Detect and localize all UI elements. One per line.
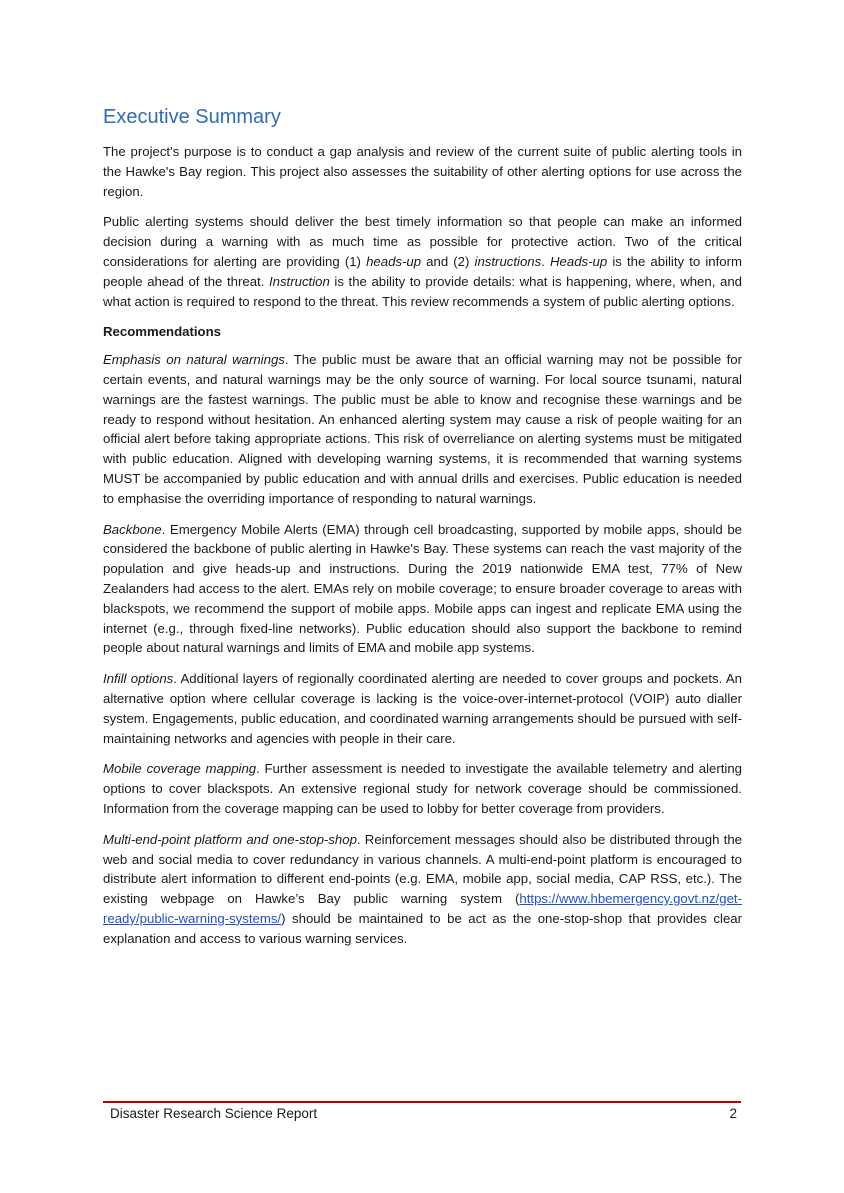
footer-title: Disaster Research Science Report — [110, 1106, 318, 1121]
p2-text-c: . — [541, 253, 551, 269]
recommendations-heading: Recommendations — [103, 324, 221, 340]
recommendation-text: ) should be maintained to be act as the one-stop-shop that provides clear explanation and access to various warning services. — [103, 910, 742, 946]
recommendation-paragraph — [103, 520, 742, 659]
page-number: 2 — [729, 1106, 737, 1121]
recommendation-lead: Multi-end-point platform and one-stop-shop — [103, 831, 357, 847]
instructions-term: instructions — [474, 253, 542, 269]
page-content — [103, 104, 742, 959]
recommendation-lead: Backbone — [103, 521, 162, 537]
p2-text-b: and (2) — [421, 253, 475, 269]
recommendation-text: . Further assessment is needed to investigate the available telemetry and alerting options to cover blackspots. An extensive regional study for network coverage should be commissioned. Information from the coverage mapping can be used to lobby for better coverage from providers. — [103, 761, 742, 816]
recommendation-paragraph — [103, 669, 742, 748]
recommendation-lead: Emphasis on natural warnings — [103, 352, 285, 368]
recommendation-text: . Emergency Mobile Alerts (EMA) through cell broadcasting, supported by mobile apps, should be considered the backbone of public alerting in Hawke's Bay. These systems can reach the vast majority of the population and give heads-up and instructions. During the 2019 nationwide EMA test, 77% of New Zealanders had access to the alert. EMAs rely on mobile coverage; to ensure broader coverage to areas with blackspots, we recommend the support of mobile apps. Mobile apps can ingest and replicate EMA using the internet (e.g., through fixed-line networks). Public education should also support the backbone to remind people about natural warnings and limits of EMA and mobile app systems. — [103, 521, 742, 656]
footer-divider — [103, 1101, 741, 1103]
heads-up-term: heads-up — [366, 253, 422, 269]
heads-up-term-2: Heads-up — [550, 253, 608, 269]
recommendation-text: . The public must be aware that an official warning may not be possible for certain events, and natural warnings may be the only source of warning. For local source tsunami, natural warnings are the fastest warnings. The public must be able to know and recognise these warnings and be ready to respond without hesitation. An enhanced alerting system may cause a risk of people waiting for an official alert before taking appropriate actions. This risk of overreliance on alerting systems must be mitigated with public education. Aligned with developing warning systems, it is recommended that warning systems MUST be accompanied by public education and with annual drills and exercises. Public education is needed to emphasise the overriding importance of responding to natural warnings. — [103, 352, 742, 506]
recommendation-lead: Mobile coverage mapping — [103, 761, 257, 777]
p2-text-a: Public alerting systems should deliver the best timely information so that people can make an informed decision during a warning with as much time as possible for protective action. Two of the critical considerations for alerting are providing (1) — [103, 214, 742, 269]
section-heading: Executive Summary — [103, 106, 281, 128]
recommendation-text: . Reinforcement messages should also be distributed through the web and social media to cover redundancy in various channels. A multi-end-point platform is encouraged to distribute alert information to different end-points (e.g. EMA, mobile app, social media, CAP RSS, etc.). The existing webpage on Hawke’s Bay public warning system ( — [103, 831, 742, 907]
p2-text-e: is the ability to provide details: what is happening, where, when, and what action is required to respond to the threat. This review recommends a system of public alerting options. — [103, 273, 742, 309]
intro-paragraph-1: The project's purpose is to conduct a gap analysis and review of the current suite of public alerting tools in the Hawke's Bay region. This project also assesses the suitability of other alerting options for use across the region. — [103, 144, 742, 199]
recommendation-paragraph-last — [103, 830, 742, 949]
page-footer — [110, 1106, 737, 1121]
recommendation-paragraph — [103, 350, 742, 508]
intro-paragraph-2 — [103, 212, 742, 311]
recommendation-paragraph — [103, 759, 742, 818]
warning-systems-link[interactable]: https://www.hbemergency.govt.nz/get-ready/public-warning-systems/ — [103, 891, 742, 926]
recommendation-lead: Infill options — [103, 671, 174, 687]
p2-text-d: is the ability to inform people ahead of the threat. — [103, 253, 742, 289]
instruction-term: Instruction — [268, 273, 330, 289]
recommendation-text: . Additional layers of regionally coordinated alerting are needed to cover groups and pockets. An alternative option where cellular coverage is lacking is the voice-over-internet-protocol (VOIP) auto dialler system. Engagements, public education, and coordinated warning arrangements should be pursued with self-maintaining networks and agencies with people in their care. — [103, 671, 742, 746]
